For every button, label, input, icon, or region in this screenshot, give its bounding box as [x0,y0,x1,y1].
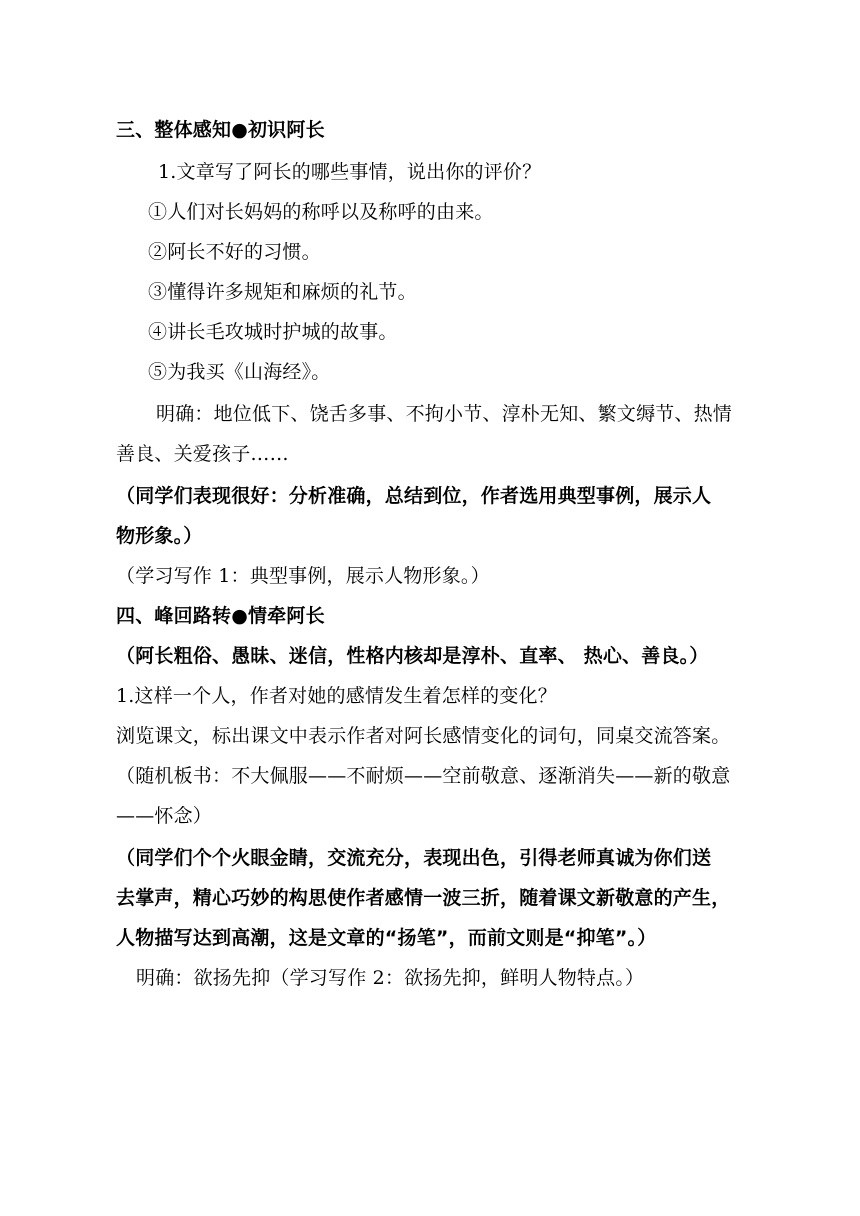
section-3-writing-tip: （学习写作 1：典型事例，展示人物形象。） [116,565,490,587]
section-4-praise-line-1: （同学们个个火眼金睛，交流充分，表现出色，引得老师真诚为你们送 [116,847,712,869]
section-3-item-5: ⑤为我买《山海经》。 [148,361,331,383]
section-3-heading: 三、整体感知●初识阿长 [116,119,325,141]
section-3-item-3: ③懂得许多规矩和麻烦的礼节。 [148,281,417,303]
section-3-question-1: 1.文章写了阿长的哪些事情，说出你的评价？ [158,161,542,183]
section-4-board-line-2: ——怀念） [116,805,213,827]
section-3-item-1: ①人们对长妈妈的称呼以及称呼的由来。 [148,201,494,223]
section-3-item-2: ②阿长不好的习惯。 [148,241,321,263]
section-3-answer-line-1: 明确：地位低下、饶舌多事、不拘小节、淳朴无知、繁文缛节、热情 [156,403,733,425]
section-4-question-1: 1.这样一个人，作者对她的感情发生着怎样的变化？ [116,685,557,707]
section-4-answer: 明确：欲扬先抑（学习写作 2：欲扬先抑，鲜明人物特点。） [136,967,645,989]
section-3-item-4: ④讲长毛攻城时护城的故事。 [148,321,398,343]
section-4-task: 浏览课文，标出课文中表示作者对阿长感情变化的词句，同桌交流答案。 [116,725,731,747]
section-4-heading: 四、峰回路转●情牵阿长 [116,605,325,627]
section-4-praise-line-3: 人物描写达到高潮，这是文章的“扬笔”，而前文则是“抑笔”。） [116,927,657,949]
section-4-character-summary: （阿长粗俗、愚昧、迷信，性格内核却是淳朴、直率、 热心、善良。） [116,645,709,667]
section-3-praise-line-2: 物形象。） [116,525,203,547]
section-4-praise-line-2: 去掌声，精心巧妙的构思使作者感情一波三折，随着课文新敬意的产生， [116,887,731,909]
section-3-answer-line-2: 善良、关爱孩子…… [116,443,289,465]
section-3-praise-line-1: （同学们表现很好：分析准确，总结到位，作者选用典型事例，展示人 [116,485,712,507]
section-4-board-line-1: （随机板书：不大佩服——不耐烦——空前敬意、逐渐消失——新的敬意 [116,765,731,787]
